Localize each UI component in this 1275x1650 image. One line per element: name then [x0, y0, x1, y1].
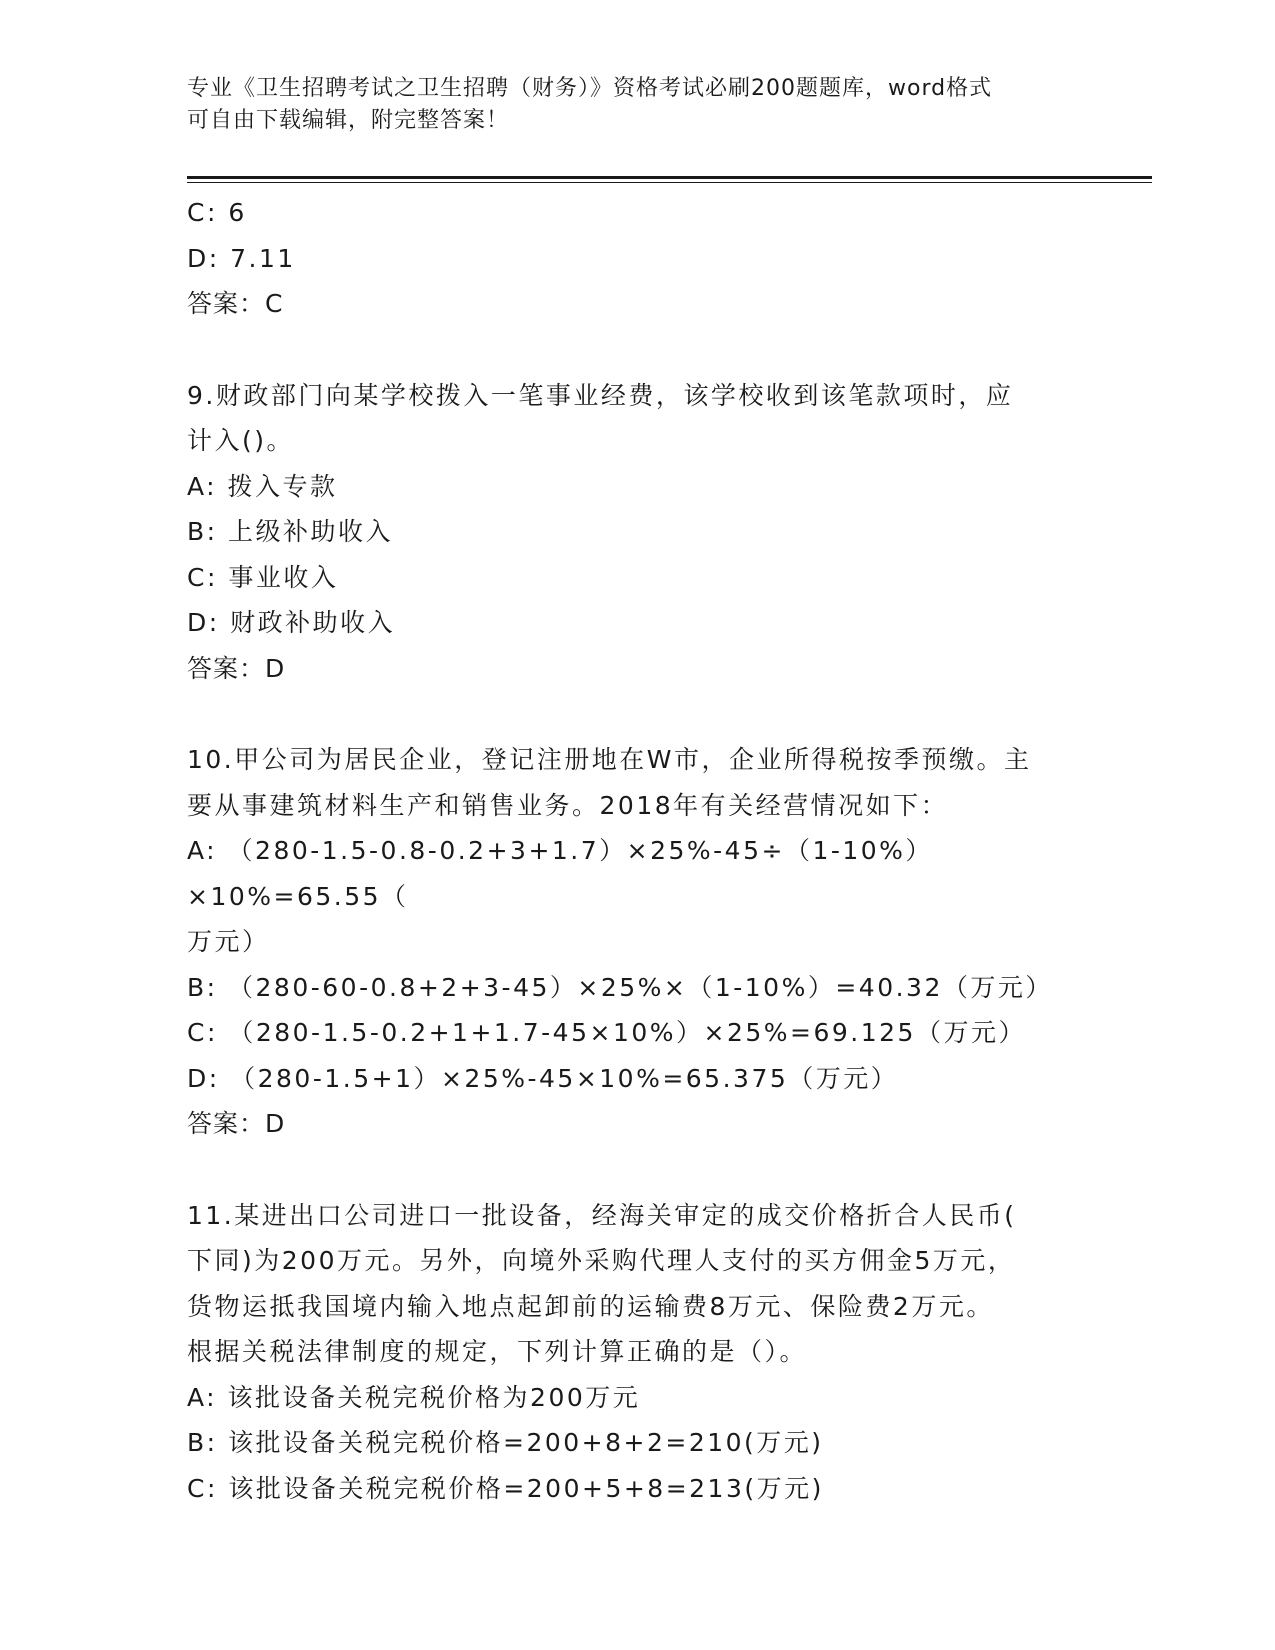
question-list	[187, 190, 1087, 1511]
header-line-1: 专业《卫生招聘考试之卫生招聘（财务）》资格考试必刷200题题库，word格式	[187, 76, 993, 101]
question-stem: 9.财政部门向某学校拨入一笔事业经费，该学校收到该笔款项时，应	[187, 380, 1014, 410]
question-stem: 货物运抵我国境内输入地点起卸前的运输费8万元、保险费2万元。	[187, 1291, 994, 1321]
question-11	[187, 1193, 1087, 1512]
spacer	[187, 1147, 1087, 1193]
option-c: C: （280-1.5-0.2+1+1.7-45×10%）×25%=69.125（万元）	[187, 1018, 1026, 1047]
question-8	[187, 190, 1087, 327]
option-c: C: 该批设备关税完税价格=200+5+8=213(万元)	[187, 1473, 824, 1503]
question-stem: 10.甲公司为居民企业，登记注册地在W市，企业所得税按季预缴。主	[187, 745, 1032, 774]
question-stem: 11.某进出口公司进口一批设备，经海关审定的成交价格折合人民币(	[187, 1200, 1017, 1230]
answer-label: 答案：D	[187, 1109, 286, 1138]
option-c: C: 6	[187, 198, 247, 227]
option-a-continued: 万元）	[187, 927, 270, 956]
option-d: D: 财政补助收入	[187, 608, 396, 637]
option-a: A: 该批设备关税完税价格为200万元	[187, 1382, 641, 1412]
option-d: D: 7.11	[187, 243, 296, 273]
question-stem: 根据关税法律制度的规定，下列计算正确的是（）。	[187, 1337, 808, 1366]
header-divider-thick	[187, 176, 1152, 179]
answer-label: 答案：C	[187, 289, 284, 318]
question-stem: 下同)为200万元。另外，向境外采购代理人支付的买方佣金5万元，	[187, 1246, 1016, 1275]
option-b: B: （280-60-0.8+2+3-45）×25%×（1-10%）=40.32（万元）	[187, 972, 1053, 1002]
answer-label: 答案：D	[187, 653, 286, 683]
question-9	[187, 373, 1087, 692]
spacer	[187, 327, 1087, 373]
option-a: A: （280-1.5-0.8-0.2+3+1.7）×25%-45÷（1-10%）×10%=65.55（	[187, 836, 933, 911]
question-10	[187, 737, 1087, 1147]
question-stem: 计入()。	[187, 426, 295, 455]
question-stem: 要从事建筑材料生产和销售业务。2018年有关经营情况如下：	[187, 790, 949, 820]
header-divider-thin	[187, 182, 1152, 183]
page-header	[187, 73, 1067, 137]
option-d: D: （280-1.5+1）×25%-45×10%=65.375（万元）	[187, 1063, 899, 1093]
option-b: B: 该批设备关税完税价格=200+8+2=210(万元)	[187, 1428, 824, 1457]
header-line-2: 可自由下载编辑，附完整答案！	[187, 108, 510, 133]
option-b: B: 上级补助收入	[187, 517, 394, 546]
option-c: C: 事业收入	[187, 562, 339, 592]
spacer	[187, 691, 1087, 737]
option-a: A: 拨入专款	[187, 471, 338, 501]
